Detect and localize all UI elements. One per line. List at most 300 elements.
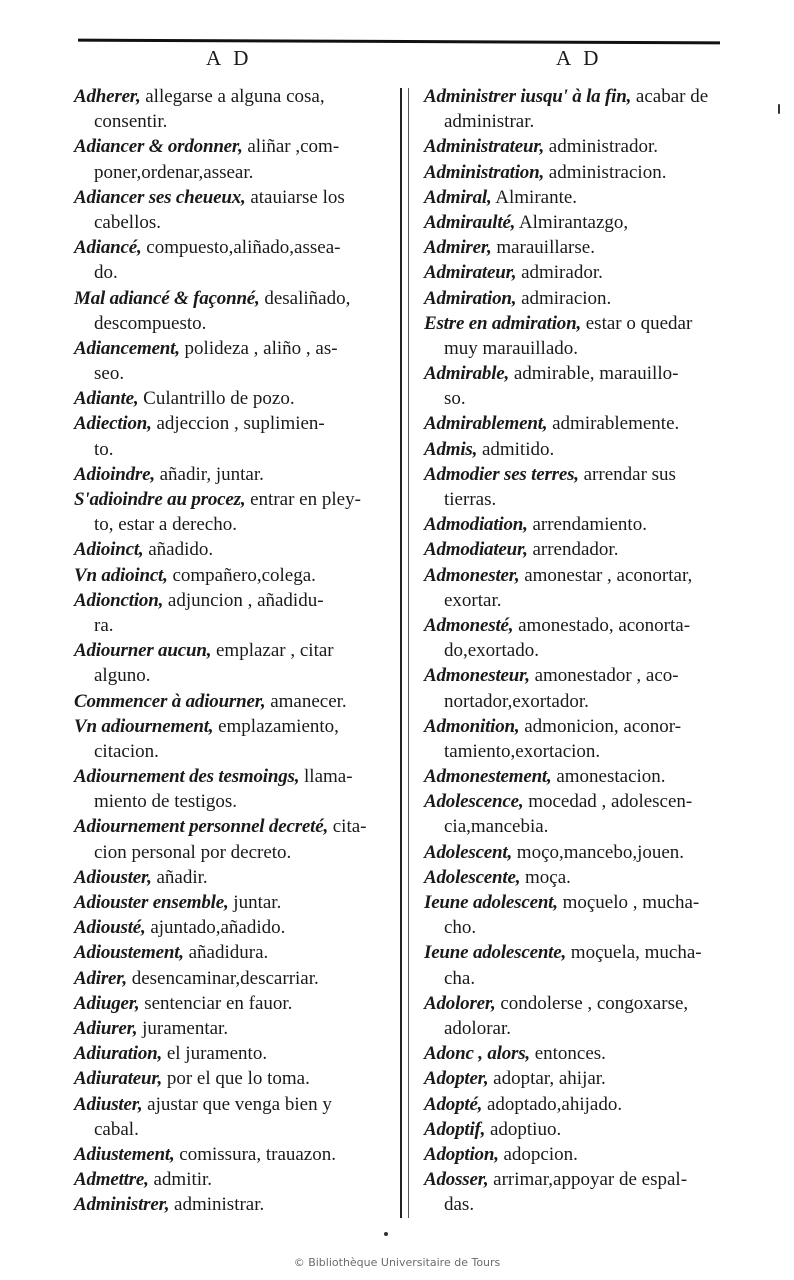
headword: Adopter, xyxy=(424,1068,489,1090)
dictionary-entry xyxy=(424,1041,742,1066)
translation-text: administrador. xyxy=(544,136,659,158)
headword: S'adioindre au procez, xyxy=(74,489,246,510)
translation-text: aliñar ,com- xyxy=(242,136,340,158)
dictionary-entry xyxy=(74,915,394,940)
dictionary-entry xyxy=(74,1041,394,1066)
translation-text: alguno. xyxy=(94,665,151,687)
entry-first-line xyxy=(74,411,394,436)
headword: Admodiation, xyxy=(424,514,528,536)
translation-text: juramentar. xyxy=(137,1017,229,1039)
dictionary-entry xyxy=(74,185,394,235)
entry-first-line xyxy=(424,789,742,814)
dictionary-entry xyxy=(424,764,742,789)
translation-text: juntar. xyxy=(228,892,282,913)
entry-first-line xyxy=(424,286,742,311)
entry-first-line xyxy=(424,311,742,336)
headword: Adiante, xyxy=(74,388,139,410)
entry-first-line xyxy=(74,1066,394,1091)
entry-first-line xyxy=(74,1041,394,1066)
dictionary-entry xyxy=(424,134,742,159)
entry-first-line xyxy=(424,512,742,537)
entry-continuation-line xyxy=(74,437,394,462)
dictionary-entry xyxy=(74,84,394,134)
translation-text: ra. xyxy=(94,614,114,636)
headword: Admirer, xyxy=(424,237,492,259)
headword: Adiustement, xyxy=(74,1143,175,1165)
entry-continuation-line xyxy=(74,1117,394,1142)
translation-text: desaliñado, xyxy=(259,287,351,309)
headword: Admonestement, xyxy=(424,766,552,788)
dictionary-entry xyxy=(424,865,742,890)
translation-text: amonestador , aco- xyxy=(529,665,679,687)
running-head-right: A D xyxy=(556,46,603,70)
translation-text: nortador,exortador. xyxy=(444,690,589,712)
translation-text: cabellos. xyxy=(94,211,162,233)
headword: Adiuration, xyxy=(74,1043,163,1065)
library-credit: © Bibliothèque Universitaire de Tours xyxy=(293,1256,501,1269)
headword: Administrer, xyxy=(74,1194,170,1216)
right-column xyxy=(424,84,742,1217)
entry-continuation-line xyxy=(74,512,394,537)
headword: Adolescente, xyxy=(424,866,521,888)
entry-first-line xyxy=(74,84,394,109)
translation-text: comissura, trauazon. xyxy=(174,1143,336,1165)
translation-text: admirable, marauillo- xyxy=(509,363,679,385)
translation-text: cia,mancebia. xyxy=(444,816,549,838)
entry-first-line xyxy=(74,966,394,991)
dictionary-entry xyxy=(74,638,394,688)
entry-first-line xyxy=(424,361,742,386)
running-head-left: A D xyxy=(206,46,253,70)
entry-first-line xyxy=(424,160,742,185)
entry-first-line xyxy=(424,537,742,562)
dictionary-entry xyxy=(74,1142,394,1167)
entry-first-line xyxy=(74,991,394,1016)
translation-text: moçuelo , mucha- xyxy=(557,892,700,913)
headword: Admonesté, xyxy=(424,614,514,636)
entry-first-line xyxy=(424,260,742,285)
translation-text: ajustar que venga bien y xyxy=(142,1093,332,1115)
entry-first-line xyxy=(74,1167,394,1192)
headword: Admonester, xyxy=(424,564,520,586)
translation-text: allegarse a alguna cosa, xyxy=(140,86,325,107)
headword: Adiouster, xyxy=(74,866,152,888)
entry-continuation-line xyxy=(424,915,742,940)
entry-first-line xyxy=(74,865,394,890)
headword: Admiral, xyxy=(424,186,492,208)
translation-text: cabal. xyxy=(94,1118,139,1140)
translation-text: adjuncion , añadidu- xyxy=(163,589,324,611)
headword: Admodier ses terres, xyxy=(424,463,579,485)
headword: Admonition, xyxy=(424,715,520,737)
translation-text: entonces. xyxy=(529,1043,606,1065)
entry-first-line xyxy=(74,1192,394,1217)
entry-first-line xyxy=(74,487,394,512)
entry-continuation-line xyxy=(424,689,742,714)
entry-first-line xyxy=(74,1092,394,1117)
entry-first-line xyxy=(74,764,394,789)
entry-first-line xyxy=(424,714,742,739)
dictionary-entry xyxy=(74,411,394,461)
headword: Adionction, xyxy=(74,589,164,611)
entry-first-line xyxy=(74,1142,394,1167)
entry-first-line xyxy=(424,185,742,210)
ink-speck xyxy=(384,1232,388,1236)
dictionary-entry xyxy=(424,1092,742,1117)
translation-text: entrar en pley- xyxy=(245,489,361,510)
entry-first-line xyxy=(424,235,742,260)
dictionary-entry xyxy=(424,840,742,865)
translation-text: amonestado, aconorta- xyxy=(513,614,691,636)
translation-text: moçuela, mucha- xyxy=(566,942,702,964)
dictionary-entry xyxy=(74,563,394,588)
translation-text: arrendador. xyxy=(527,539,619,561)
dictionary-entry xyxy=(424,1117,742,1142)
translation-text: ajuntado,añadido. xyxy=(145,917,286,939)
dictionary-entry xyxy=(424,1066,742,1091)
headword: Administrer iusqu' à la fin, xyxy=(424,86,632,107)
translation-text: estar o quedar xyxy=(581,312,693,334)
dictionary-entry xyxy=(424,311,742,361)
entry-first-line xyxy=(74,286,394,311)
dictionary-entry xyxy=(74,386,394,411)
dictionary-entry xyxy=(74,1066,394,1091)
entry-first-line xyxy=(74,689,394,714)
translation-text: cion personal por decreto. xyxy=(94,841,292,863)
headword: Adolorer, xyxy=(424,992,496,1014)
headword: Adiancement, xyxy=(74,337,180,359)
dictionary-entry xyxy=(74,865,394,890)
translation-text: amonestar , aconortar, xyxy=(519,564,693,586)
entry-continuation-line xyxy=(424,386,742,411)
translation-text: acabar de xyxy=(631,86,709,107)
dictionary-entry xyxy=(424,235,742,260)
dictionary-entry xyxy=(424,437,742,462)
translation-text: admirablemente. xyxy=(547,413,680,435)
translation-text: añadidura. xyxy=(183,942,269,964)
headword: Adioustement, xyxy=(74,942,184,964)
entry-first-line xyxy=(74,588,394,613)
translation-text: sentenciar en fauor. xyxy=(139,992,293,1014)
entry-continuation-line xyxy=(74,361,394,386)
dictionary-entry xyxy=(74,689,394,714)
translation-text: muy marauillado. xyxy=(444,337,579,359)
translation-text: emplazamiento, xyxy=(213,715,339,737)
entry-first-line xyxy=(74,1016,394,1041)
translation-text: arrendar sus xyxy=(578,463,676,485)
headword: Adiurer, xyxy=(74,1017,138,1039)
translation-text: adoptado,ahijado. xyxy=(482,1093,623,1115)
dictionary-entry xyxy=(424,260,742,285)
entry-continuation-line xyxy=(74,160,394,185)
entry-first-line xyxy=(74,890,394,915)
entry-first-line xyxy=(424,134,742,159)
entry-continuation-line xyxy=(74,260,394,285)
dictionary-entry xyxy=(74,487,394,537)
headword: Admiraulté, xyxy=(424,211,516,233)
dictionary-entry xyxy=(74,714,394,764)
dictionary-entry xyxy=(424,991,742,1041)
headword: Adolescence, xyxy=(424,791,524,813)
translation-text: Almirante. xyxy=(491,186,578,208)
dictionary-entry xyxy=(74,1016,394,1041)
translation-text: adjeccion , suplimien- xyxy=(151,413,325,435)
translation-text: do,exortado. xyxy=(444,640,539,662)
entry-first-line xyxy=(424,1041,742,1066)
entry-continuation-line xyxy=(424,966,742,991)
entry-first-line xyxy=(74,185,394,210)
entry-first-line xyxy=(424,210,742,235)
headword: Adiouster ensemble, xyxy=(74,892,229,913)
entry-first-line xyxy=(424,563,742,588)
entry-first-line xyxy=(74,134,394,159)
translation-text: admitir. xyxy=(148,1169,213,1191)
headword: Estre en admiration, xyxy=(424,312,581,334)
dictionary-entry xyxy=(424,462,742,512)
translation-text: adoptiuo. xyxy=(485,1118,562,1140)
entry-first-line xyxy=(424,663,742,688)
dictionary-entry xyxy=(424,210,742,235)
headword: Adoptif, xyxy=(424,1118,486,1140)
column-divider-inner xyxy=(408,88,409,1218)
entry-first-line xyxy=(424,1117,742,1142)
translation-text: moço,mancebo,jouen. xyxy=(512,841,685,863)
entry-first-line xyxy=(74,537,394,562)
dictionary-entry xyxy=(74,940,394,965)
entry-continuation-line xyxy=(424,1016,742,1041)
header-rule xyxy=(78,39,720,45)
entry-continuation-line xyxy=(424,487,742,512)
dictionary-entry xyxy=(424,185,742,210)
dictionary-entry xyxy=(74,966,394,991)
translation-text: tamiento,exortacion. xyxy=(444,740,601,762)
dictionary-entry xyxy=(424,537,742,562)
headword: Commencer à adiourner, xyxy=(74,690,266,712)
dictionary-entry xyxy=(424,1167,742,1217)
entry-first-line xyxy=(424,1066,742,1091)
dictionary-entry xyxy=(424,160,742,185)
translation-text: administracion. xyxy=(544,161,667,183)
headword: Mal adiancé & façonné, xyxy=(74,287,260,309)
dictionary-entry xyxy=(424,512,742,537)
dictionary-entry xyxy=(74,286,394,336)
translation-text: to, estar a derecho. xyxy=(94,514,237,536)
entry-first-line xyxy=(424,840,742,865)
entry-first-line xyxy=(424,613,742,638)
translation-text: amonestacion. xyxy=(551,766,666,788)
headword: Adioinct, xyxy=(74,539,144,561)
entry-continuation-line xyxy=(74,840,394,865)
headword: Adiurateur, xyxy=(74,1068,163,1090)
translation-text: do. xyxy=(94,262,118,284)
ink-speck xyxy=(778,104,780,114)
entry-continuation-line xyxy=(74,311,394,336)
entry-continuation-line xyxy=(74,613,394,638)
headword: Adiourner aucun, xyxy=(74,640,212,662)
headword: Adiancer & ordonner, xyxy=(74,136,243,158)
dictionary-entry xyxy=(74,235,394,285)
dictionary-entry xyxy=(74,814,394,864)
entry-continuation-line xyxy=(424,1192,742,1217)
translation-text: cita- xyxy=(328,816,367,838)
dictionary-entry xyxy=(74,537,394,562)
headword: Admiration, xyxy=(424,287,517,309)
translation-text: administrar. xyxy=(169,1194,265,1216)
dictionary-entry xyxy=(424,563,742,613)
entry-first-line xyxy=(74,714,394,739)
translation-text: condolerse , congoxarse, xyxy=(495,992,689,1014)
translation-text: arrendamiento. xyxy=(527,514,647,536)
dictionary-entry xyxy=(424,286,742,311)
headword: Admirable, xyxy=(424,363,510,385)
entry-continuation-line xyxy=(424,109,742,134)
translation-text: llama- xyxy=(299,766,353,788)
entry-first-line xyxy=(424,1142,742,1167)
entry-first-line xyxy=(424,991,742,1016)
translation-text: so. xyxy=(444,388,466,410)
dictionary-entry xyxy=(424,940,742,990)
translation-text: admonicion, aconor- xyxy=(519,715,682,737)
entry-first-line xyxy=(74,940,394,965)
translation-text: admitido. xyxy=(477,438,555,460)
dictionary-entry xyxy=(74,1192,394,1217)
translation-text: das. xyxy=(444,1194,475,1216)
entry-first-line xyxy=(424,865,742,890)
entry-continuation-line xyxy=(424,336,742,361)
entry-continuation-line xyxy=(424,638,742,663)
entry-first-line xyxy=(74,563,394,588)
headword: Adopté, xyxy=(424,1093,483,1115)
entry-continuation-line xyxy=(74,739,394,764)
entry-first-line xyxy=(74,235,394,260)
headword: Administrateur, xyxy=(424,136,545,158)
dictionary-entry xyxy=(74,134,394,184)
entry-first-line xyxy=(424,940,742,965)
headword: Admis, xyxy=(424,438,478,460)
entry-first-line xyxy=(424,1092,742,1117)
headword: Adiancer ses cheueux, xyxy=(74,186,246,208)
translation-text: cha. xyxy=(444,967,476,989)
headword: Admettre, xyxy=(74,1169,149,1191)
headword: Adiuster, xyxy=(74,1093,143,1115)
translation-text: añadir, juntar. xyxy=(154,463,264,485)
headword: Ieune adolescent, xyxy=(424,892,558,913)
translation-text: citacion. xyxy=(94,740,159,762)
dictionary-entry xyxy=(74,991,394,1016)
left-column xyxy=(74,84,394,1217)
column-divider xyxy=(400,88,402,1218)
translation-text: el juramento. xyxy=(162,1043,268,1065)
translation-text: marauillarse. xyxy=(491,237,595,259)
entry-first-line xyxy=(74,462,394,487)
translation-text: descompuesto. xyxy=(94,312,207,334)
entry-first-line xyxy=(424,462,742,487)
translation-text: emplazar , citar xyxy=(211,640,334,662)
dictionary-entry xyxy=(74,1092,394,1142)
translation-text: miento de testigos. xyxy=(94,791,238,813)
entry-first-line xyxy=(74,915,394,940)
translation-text: arrimar,appoyar de espal- xyxy=(488,1169,688,1191)
entry-first-line xyxy=(424,1167,742,1192)
dictionary-entry xyxy=(74,588,394,638)
headword: Adiousté, xyxy=(74,917,146,939)
dictionary-entry xyxy=(424,714,742,764)
translation-text: tierras. xyxy=(444,489,497,510)
headword: Vn adioinct, xyxy=(74,564,168,586)
dictionary-entry xyxy=(424,361,742,411)
translation-text: añadir. xyxy=(151,866,208,888)
entry-continuation-line xyxy=(424,814,742,839)
headword: Ieune adolescente, xyxy=(424,942,567,964)
headword: Adolescent, xyxy=(424,841,513,863)
translation-text: poner,ordenar,assear. xyxy=(94,161,254,183)
entry-first-line xyxy=(424,890,742,915)
dictionary-entry xyxy=(74,462,394,487)
translation-text: amanecer. xyxy=(265,690,347,712)
entry-first-line xyxy=(424,411,742,436)
entry-continuation-line xyxy=(74,109,394,134)
translation-text: admirador. xyxy=(516,262,603,284)
translation-text: adolorar. xyxy=(444,1017,512,1039)
translation-text: Culantrillo de pozo. xyxy=(138,388,295,410)
dictionary-entry xyxy=(74,764,394,814)
headword: Admonesteur, xyxy=(424,665,530,687)
translation-text: to. xyxy=(94,438,114,460)
translation-text: atauiarse los xyxy=(245,186,345,208)
translation-text: adoptar, ahijar. xyxy=(488,1068,606,1090)
entry-first-line xyxy=(74,386,394,411)
headword: Adosser, xyxy=(424,1169,489,1191)
translation-text: seo. xyxy=(94,363,125,385)
entry-first-line xyxy=(74,336,394,361)
entry-first-line xyxy=(424,437,742,462)
translation-text: admiracion. xyxy=(516,287,612,309)
headword: Adonc , alors, xyxy=(424,1043,530,1065)
entry-continuation-line xyxy=(74,663,394,688)
headword: Administration, xyxy=(424,161,545,183)
entry-first-line xyxy=(424,764,742,789)
translation-text: mocedad , adolescen- xyxy=(523,791,693,813)
entry-first-line xyxy=(74,638,394,663)
dictionary-entry xyxy=(424,84,742,134)
headword: Adiournement personnel decreté, xyxy=(74,816,328,838)
headword: Adherer, xyxy=(74,86,141,107)
dictionary-entry xyxy=(424,1142,742,1167)
headword: Adirer, xyxy=(74,967,127,989)
entry-first-line xyxy=(74,814,394,839)
translation-text: adopcion. xyxy=(498,1143,578,1165)
headword: Admirateur, xyxy=(424,262,517,284)
translation-text: compuesto,aliñado,assea- xyxy=(141,237,341,259)
headword: Adiournement des tesmoings, xyxy=(74,766,300,788)
translation-text: exortar. xyxy=(444,589,502,611)
dictionary-entry xyxy=(424,789,742,839)
dictionary-entry xyxy=(74,336,394,386)
headword: Vn adiournement, xyxy=(74,715,214,737)
dictionary-entry xyxy=(424,411,742,436)
translation-text: moça. xyxy=(520,866,571,888)
headword: Adiection, xyxy=(74,413,152,435)
translation-text: Almirantazgo, xyxy=(515,211,629,233)
dictionary-entry xyxy=(74,1167,394,1192)
translation-text: desencaminar,descarriar. xyxy=(126,967,319,989)
headword: Adiuger, xyxy=(74,992,140,1014)
translation-text: por el que lo toma. xyxy=(162,1068,310,1090)
entry-continuation-line xyxy=(74,210,394,235)
entry-continuation-line xyxy=(424,739,742,764)
translation-text: cho. xyxy=(444,917,477,939)
entry-continuation-line xyxy=(424,588,742,613)
